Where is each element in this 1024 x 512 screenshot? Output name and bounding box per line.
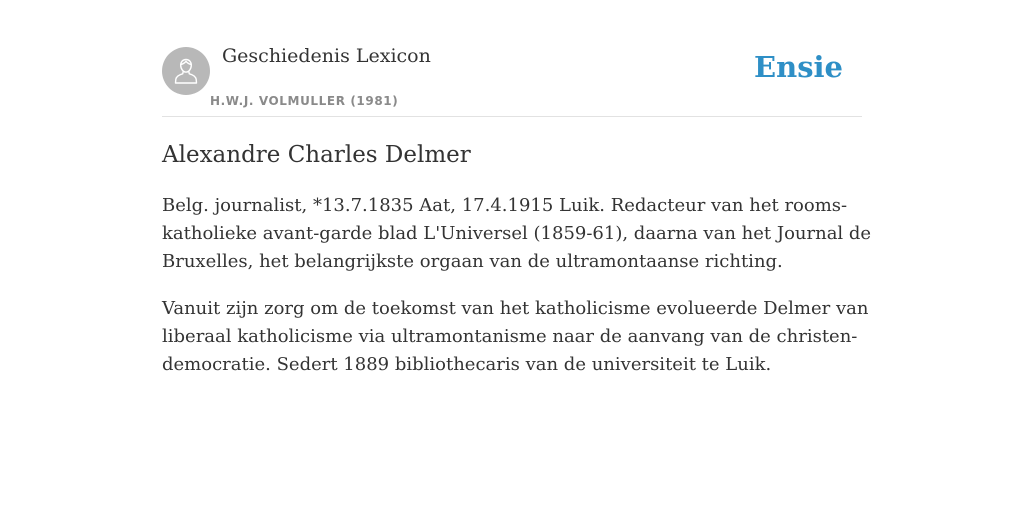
user-silhouette-icon xyxy=(174,57,198,85)
source-header xyxy=(162,0,862,117)
paragraph-line: katholieke avant-garde blad L'Universel (1859-61), daarna van het Journal de xyxy=(162,223,872,244)
article-title: Alexandre Charles Delmer xyxy=(162,142,471,168)
paragraph-line: liberaal katholicisme via ultramontanisme naar de aanvang van de christen- xyxy=(162,326,858,347)
source-avatar[interactable] xyxy=(162,47,210,95)
article-paragraph xyxy=(162,295,869,379)
source-author: H.W.J. VOLMULLER (1981) xyxy=(210,94,399,108)
brand-logo[interactable]: Ensie xyxy=(754,50,843,84)
paragraph-line: Bruxelles, het belangrijkste orgaan van de ultramontaanse richting. xyxy=(162,251,783,272)
source-title[interactable]: Geschiedenis Lexicon xyxy=(222,45,431,67)
paragraph-line: democratie. Sedert 1889 bibliothecaris van de universiteit te Luik. xyxy=(162,354,772,375)
paragraph-line: Belg. journalist, *13.7.1835 Aat, 17.4.1915 Luik. Redacteur van het rooms- xyxy=(162,195,848,216)
article xyxy=(162,138,872,379)
article-paragraph xyxy=(162,192,872,276)
paragraph-line: Vanuit zijn zorg om de toekomst van het katholicisme evolueerde Delmer van xyxy=(162,298,869,319)
